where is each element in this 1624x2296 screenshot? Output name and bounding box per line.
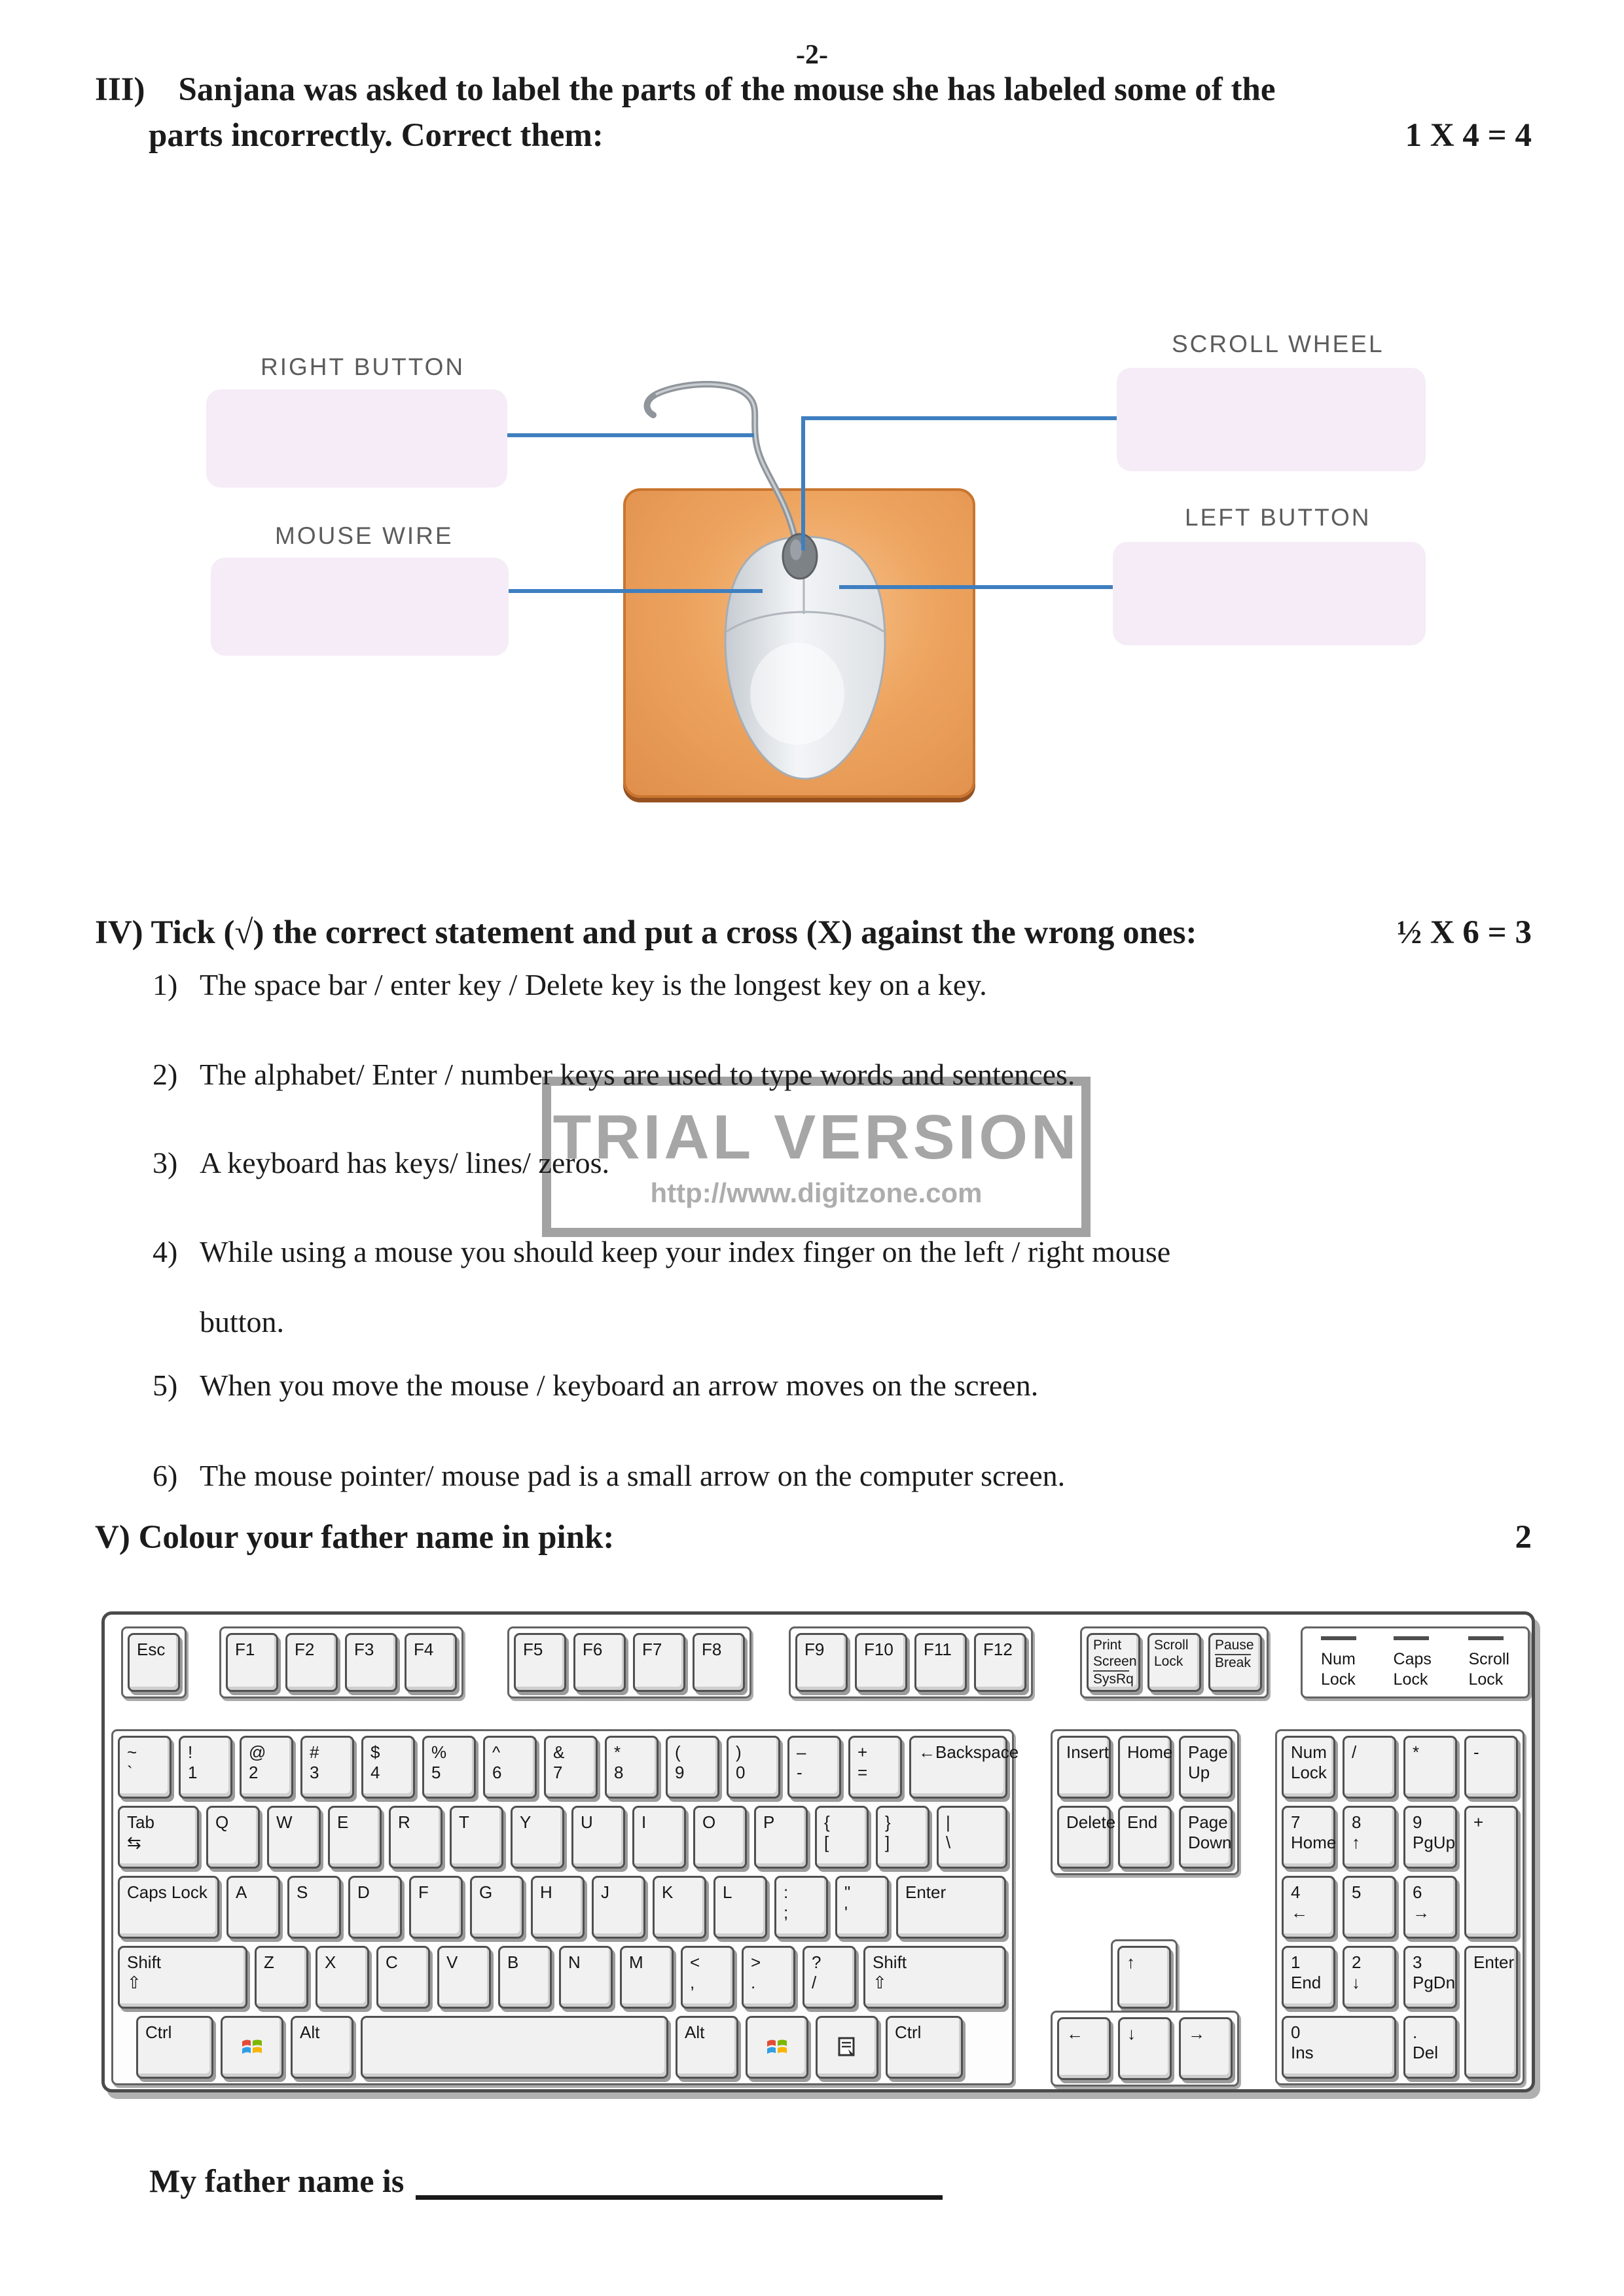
key-space[interactable] bbox=[361, 2016, 668, 2079]
key-numpad-multiply[interactable]: * bbox=[1403, 1736, 1457, 1799]
key-bracket-open[interactable]: { [ bbox=[815, 1806, 869, 1869]
key-page-down[interactable]: Page Down bbox=[1179, 1806, 1233, 1869]
key-backslash[interactable]: | \ bbox=[937, 1806, 1007, 1869]
key-f10[interactable]: F10 bbox=[855, 1633, 907, 1692]
keyboard-illustration bbox=[101, 1611, 1535, 2092]
key-numpad-dot-del[interactable]: . Del bbox=[1403, 2016, 1457, 2079]
key-f8[interactable]: F8 bbox=[693, 1633, 745, 1692]
key-0-ins[interactable]: 0 Ins bbox=[1282, 2016, 1396, 2079]
key-c[interactable]: C bbox=[376, 1946, 430, 2009]
pointer-line-scroll-wheel-v bbox=[801, 416, 805, 550]
question-5-marks: 2 bbox=[1515, 1519, 1532, 1556]
answer-box-scroll-wheel[interactable] bbox=[1117, 368, 1426, 471]
label-left-button: LEFT BUTTON bbox=[1185, 504, 1371, 531]
key-7-home[interactable]: 7 Home bbox=[1282, 1806, 1335, 1869]
key-group bbox=[111, 1729, 1019, 2085]
key-w[interactable]: W bbox=[267, 1806, 321, 1869]
question-5-heading bbox=[95, 1518, 1532, 1556]
num-lock-led-label: Num Lock bbox=[1321, 1650, 1356, 1689]
pointer-line-mouse-wire bbox=[509, 589, 763, 593]
key-left-windows[interactable] bbox=[221, 2016, 283, 2079]
key-f2[interactable]: F2 bbox=[285, 1633, 338, 1692]
key-9[interactable]: ( 9 bbox=[666, 1736, 719, 1799]
key-question-slash[interactable]: ? / bbox=[803, 1946, 856, 2009]
key-group bbox=[1275, 1729, 1525, 2085]
question-3-marks: 1 X 4 = 4 bbox=[1405, 117, 1532, 154]
trial-watermark-title: TRIAL VERSION bbox=[552, 1102, 1080, 1173]
key-home[interactable]: Home bbox=[1118, 1736, 1172, 1799]
key-page-up[interactable]: Page Up bbox=[1179, 1736, 1233, 1799]
num-lock-led bbox=[1321, 1636, 1356, 1640]
key-group bbox=[1111, 1939, 1178, 2015]
key-j[interactable]: J bbox=[592, 1876, 645, 1939]
key-caps-lock[interactable]: Caps Lock bbox=[118, 1876, 219, 1939]
question-4-heading bbox=[95, 914, 1532, 952]
label-scroll-wheel: SCROLL WHEEL bbox=[1172, 331, 1384, 357]
statement-4: 4) While using a mouse you should keep your index finger on the left / right mouse bbox=[153, 1235, 1171, 1268]
key-p[interactable]: P bbox=[754, 1806, 808, 1869]
key-right-windows[interactable] bbox=[746, 2016, 808, 2079]
key-f12[interactable]: F12 bbox=[974, 1633, 1026, 1692]
key-group bbox=[1051, 1729, 1239, 1875]
key-1[interactable]: ! 1 bbox=[179, 1736, 232, 1799]
key-3-pgdn[interactable]: 3 PgDn bbox=[1403, 1946, 1457, 2009]
question-3-text: III) Sanjana was asked to label the parts of the mouse she has labeled some of the bbox=[95, 71, 1276, 108]
key-bracket-close[interactable]: } ] bbox=[876, 1806, 929, 1869]
key-0[interactable]: ) 0 bbox=[727, 1736, 780, 1799]
key-y[interactable]: Y bbox=[511, 1806, 564, 1869]
mouse-illustration bbox=[622, 353, 975, 798]
key-plus-equals[interactable]: + = bbox=[848, 1736, 902, 1799]
key-f7[interactable]: F7 bbox=[633, 1633, 685, 1692]
key-r[interactable]: R bbox=[389, 1806, 442, 1869]
key-6[interactable]: ^ 6 bbox=[483, 1736, 537, 1799]
statement-3: 3) A keyboard has keys/ lines/ zeros. bbox=[153, 1146, 609, 1179]
key-right-alt[interactable]: Alt bbox=[676, 2016, 738, 2079]
key-num-lock[interactable]: Num Lock bbox=[1282, 1736, 1335, 1799]
key-e[interactable]: E bbox=[328, 1806, 382, 1869]
key-a[interactable]: A bbox=[226, 1876, 280, 1939]
key-numpad-minus[interactable]: - bbox=[1464, 1736, 1518, 1799]
key-print-screen-sysrq[interactable]: Print Screen SysRq bbox=[1087, 1633, 1140, 1692]
key-f5[interactable]: F5 bbox=[514, 1633, 566, 1692]
caps-lock-led-label: Caps Lock bbox=[1393, 1650, 1432, 1689]
key-group bbox=[1080, 1626, 1269, 1698]
statement-1: 1) The space bar / enter key / Delete key is the longest key on a key. bbox=[153, 968, 987, 1001]
father-name-label: My father name is bbox=[149, 2162, 405, 2199]
key-9-pgup[interactable]: 9 PgUp bbox=[1403, 1806, 1457, 1869]
key-l[interactable]: L bbox=[713, 1876, 767, 1939]
question-5-text: V) Colour your father name in pink: bbox=[95, 1519, 615, 1556]
key-f9[interactable]: F9 bbox=[795, 1633, 848, 1692]
key-arrow-down[interactable]: ↓ bbox=[1118, 2017, 1172, 2080]
key-1-end[interactable]: 1 End bbox=[1282, 1946, 1335, 2009]
key-arrow-left[interactable]: ← bbox=[1057, 2017, 1111, 2080]
key-right-ctrl[interactable]: Ctrl bbox=[886, 2016, 963, 2079]
trial-watermark-url: http://www.digitzone.com bbox=[650, 1177, 983, 1208]
key-arrow-right[interactable]: → bbox=[1179, 2017, 1233, 2080]
key-x[interactable]: X bbox=[316, 1946, 369, 2009]
key-q[interactable]: Q bbox=[206, 1806, 260, 1869]
father-name-prompt bbox=[149, 2157, 943, 2200]
key-group bbox=[507, 1626, 751, 1698]
pointer-line-right-button bbox=[507, 433, 754, 437]
key-delete[interactable]: Delete bbox=[1057, 1806, 1111, 1869]
key-4[interactable]: $ 4 bbox=[361, 1736, 415, 1799]
label-right-button: RIGHT BUTTON bbox=[261, 353, 465, 380]
key-b[interactable]: B bbox=[498, 1946, 552, 2009]
statement-2: 2) The alphabet/ Enter / number keys are used to type words and sentences. bbox=[153, 1058, 1075, 1091]
windows-logo-icon bbox=[240, 2036, 264, 2059]
question-4-marks: ½ X 6 = 3 bbox=[1396, 914, 1532, 951]
key-backspace[interactable]: ←Backspace bbox=[909, 1736, 1007, 1799]
key-v[interactable]: V bbox=[437, 1946, 491, 2009]
question-3-text-line2: parts incorrectly. Correct them: bbox=[149, 117, 604, 154]
menu-icon bbox=[837, 2036, 857, 2058]
key-semicolon[interactable]: : ; bbox=[774, 1876, 828, 1939]
key-k[interactable]: K bbox=[653, 1876, 706, 1939]
key-insert[interactable]: Insert bbox=[1057, 1736, 1111, 1799]
pointer-line-scroll-wheel-h bbox=[801, 416, 1117, 420]
key-o[interactable]: O bbox=[693, 1806, 747, 1869]
pointer-line-left-button bbox=[839, 585, 1113, 589]
key-z[interactable]: Z bbox=[255, 1946, 308, 2009]
key-m[interactable]: M bbox=[620, 1946, 674, 2009]
statement-5: 5) When you move the mouse / keyboard an arrow moves on the screen. bbox=[153, 1369, 1039, 1402]
key-5[interactable]: % 5 bbox=[422, 1736, 476, 1799]
key-n[interactable]: N bbox=[559, 1946, 613, 2009]
question-3-heading bbox=[95, 71, 1532, 109]
key-2[interactable]: @ 2 bbox=[240, 1736, 293, 1799]
key-f[interactable]: F bbox=[409, 1876, 463, 1939]
key-ctrl[interactable]: Ctrl bbox=[136, 2016, 213, 2079]
key-quote[interactable]: " ' bbox=[835, 1876, 889, 1939]
key-end[interactable]: End bbox=[1118, 1806, 1172, 1869]
key-group bbox=[789, 1626, 1033, 1698]
statement-6: 6) The mouse pointer/ mouse pad is a small arrow on the computer screen. bbox=[153, 1459, 1066, 1492]
scroll-lock-led bbox=[1468, 1636, 1504, 1640]
key-5[interactable]: 5 bbox=[1343, 1876, 1396, 1939]
answer-box-left-button[interactable] bbox=[1113, 542, 1426, 645]
key-esc[interactable]: Esc bbox=[128, 1633, 180, 1692]
key-scroll-lock[interactable]: Scroll Lock bbox=[1147, 1633, 1201, 1692]
key-f4[interactable]: F4 bbox=[405, 1633, 457, 1692]
key-h[interactable]: H bbox=[531, 1876, 585, 1939]
mouse-wire-illustration bbox=[647, 384, 795, 540]
key-minus[interactable]: – - bbox=[787, 1736, 841, 1799]
key-numpad-plus[interactable]: + bbox=[1464, 1806, 1518, 1939]
key-numpad-enter[interactable]: Enter bbox=[1464, 1946, 1518, 2079]
key-grave-tilde[interactable]: ~ ` bbox=[118, 1736, 171, 1799]
key-3[interactable]: # 3 bbox=[300, 1736, 354, 1799]
key-period[interactable]: > . bbox=[742, 1946, 795, 2009]
key-numpad-2-down[interactable]: 2 ↓ bbox=[1343, 1946, 1396, 2009]
label-mouse-wire: MOUSE WIRE bbox=[275, 522, 454, 549]
key-arrow-up[interactable]: ↑ bbox=[1117, 1946, 1171, 2009]
key-f1[interactable]: F1 bbox=[226, 1633, 278, 1692]
windows-logo-icon bbox=[765, 2036, 789, 2059]
key-alt[interactable]: Alt bbox=[291, 2016, 353, 2079]
key-comma[interactable]: < , bbox=[681, 1946, 734, 2009]
key-f6[interactable]: F6 bbox=[573, 1633, 626, 1692]
answer-box-right-button[interactable] bbox=[206, 389, 507, 488]
key-g[interactable]: G bbox=[470, 1876, 524, 1939]
answer-box-mouse-wire[interactable] bbox=[211, 558, 509, 656]
key-left-shift[interactable]: Shift ⇧ bbox=[118, 1946, 247, 2009]
key-group bbox=[121, 1626, 187, 1698]
key-s[interactable]: S bbox=[287, 1876, 341, 1939]
key-d[interactable]: D bbox=[348, 1876, 402, 1939]
caps-lock-led bbox=[1394, 1636, 1429, 1640]
key-7[interactable]: & 7 bbox=[544, 1736, 598, 1799]
statement-4-line2: button. bbox=[200, 1305, 285, 1338]
key-u[interactable]: U bbox=[571, 1806, 625, 1869]
key-enter[interactable]: Enter bbox=[896, 1876, 1006, 1939]
key-tab[interactable]: Tab ⇆ bbox=[118, 1806, 199, 1869]
led-panel bbox=[1301, 1626, 1530, 1698]
key-i[interactable]: I bbox=[632, 1806, 686, 1869]
question-4-text: IV) Tick (√) the correct statement and put a cross (X) against the wrong ones: bbox=[95, 914, 1197, 951]
key-f3[interactable]: F3 bbox=[345, 1633, 397, 1692]
key-numpad-8-up[interactable]: 8 ↑ bbox=[1343, 1806, 1396, 1869]
key-numpad-divide[interactable]: / bbox=[1343, 1736, 1396, 1799]
key-8[interactable]: * 8 bbox=[605, 1736, 659, 1799]
page-number: -2- bbox=[796, 40, 828, 70]
key-pause-break[interactable]: Pause Break bbox=[1208, 1633, 1262, 1692]
father-name-blank[interactable] bbox=[416, 2157, 943, 2200]
key-right-shift[interactable]: Shift ⇧ bbox=[863, 1946, 1006, 2009]
key-numpad-6-right[interactable]: 6 → bbox=[1403, 1876, 1457, 1939]
key-t[interactable]: T bbox=[450, 1806, 503, 1869]
key-menu[interactable] bbox=[816, 2016, 878, 2079]
scroll-lock-led-label: Scroll Lock bbox=[1468, 1650, 1509, 1689]
key-numpad-4-left[interactable]: 4 ← bbox=[1282, 1876, 1335, 1939]
key-group bbox=[1051, 2011, 1239, 2087]
question-3-heading-line2 bbox=[95, 117, 1532, 154]
key-group bbox=[219, 1626, 463, 1698]
key-f11[interactable]: F11 bbox=[914, 1633, 967, 1692]
